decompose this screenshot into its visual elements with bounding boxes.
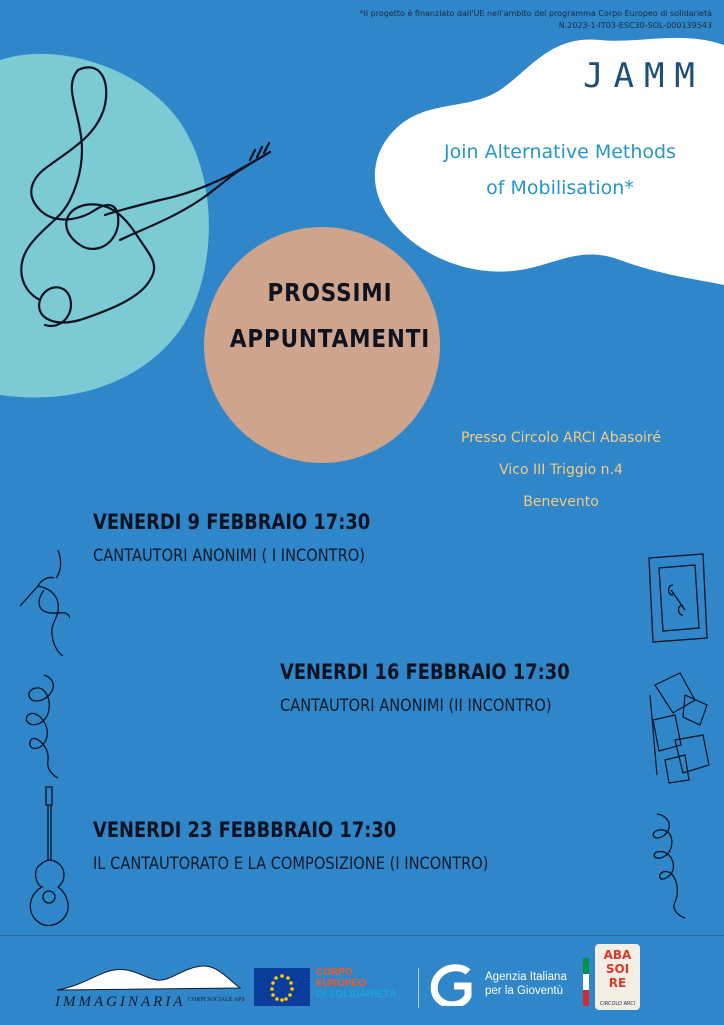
event-title: CANTAUTORI ANONIMI ( I INCONTRO)	[93, 546, 365, 566]
disclaimer-line-1: *Il progetto è finanziato dall'UE nell'ambito del programma Corpo Europeo di solidarietà	[359, 9, 712, 18]
project-name-line-1: Join Alternative Methods	[443, 141, 677, 163]
agenzia-line-1: Agenzia Italiana	[485, 971, 567, 983]
project-name-line-2: of Mobilisation*	[486, 177, 634, 199]
abasoire-logo	[595, 944, 640, 1010]
venue-line-1: Presso Circolo ARCI Abasoiré	[461, 430, 661, 446]
agenzia-logo-icon	[430, 964, 480, 1006]
cassette-icon	[645, 550, 710, 645]
event-2	[280, 660, 621, 716]
squiggle-icon	[14, 670, 62, 780]
event-date: VENERDI 23 FEBBBRAIO 17:30	[93, 818, 397, 842]
eu-stars	[254, 968, 310, 1006]
venue-line-2: Vico III Triggio n.4	[499, 462, 623, 478]
immaginaria-sub: CORPI SOCIALE APS	[188, 997, 245, 1003]
abasoire-sub: CIRCOLO ARCI	[599, 1001, 636, 1007]
disclaimer-line-2: N.2023-1-IT03-ESC30-SOL-000139543	[558, 21, 712, 30]
event-3	[93, 818, 553, 874]
event-1	[93, 510, 419, 566]
eu-label	[316, 967, 397, 1000]
immaginaria-logo-icon	[52, 958, 242, 994]
eu-flag-icon	[254, 968, 310, 1006]
project-full-name	[410, 134, 710, 206]
eu-line-3: DI SOLIDARIETÀ	[316, 989, 397, 1000]
page-title	[223, 270, 438, 362]
divider	[418, 968, 419, 1008]
squiggle-icon	[645, 810, 690, 920]
agenzia-label	[485, 970, 567, 998]
agenzia-line-2: per la Gioventù	[485, 985, 563, 997]
venue-address	[430, 422, 692, 518]
project-acronym: JAMM	[583, 56, 705, 96]
event-date: VENERDI 16 FEBBRAIO 17:30	[280, 660, 570, 684]
hand-with-pen-icon	[8, 548, 70, 658]
title-line-1: PROSSIMI	[267, 278, 393, 307]
event-date: VENERDI 9 FEBBRAIO 17:30	[93, 510, 371, 534]
italian-flag-icon	[583, 958, 589, 1006]
venue-line-3: Benevento	[523, 494, 599, 510]
eu-line-1: CORPO	[316, 967, 353, 978]
title-line-2: APPUNTAMENTI	[229, 324, 431, 353]
event-title: IL CANTAUTORATO E LA COMPOSIZIONE (I INCONTRO)	[93, 854, 489, 874]
hands-icon	[645, 665, 715, 785]
abasoire-logo-text: ABA SOI RE	[603, 948, 632, 990]
immaginaria-name: IMMAGINARIA	[55, 994, 186, 1010]
event-title: CANTAUTORI ANONIMI (II INCONTRO)	[280, 696, 552, 716]
eu-line-2: EUROPEO	[316, 978, 367, 989]
guitar-icon	[22, 785, 77, 930]
funding-disclaimer	[332, 8, 712, 32]
